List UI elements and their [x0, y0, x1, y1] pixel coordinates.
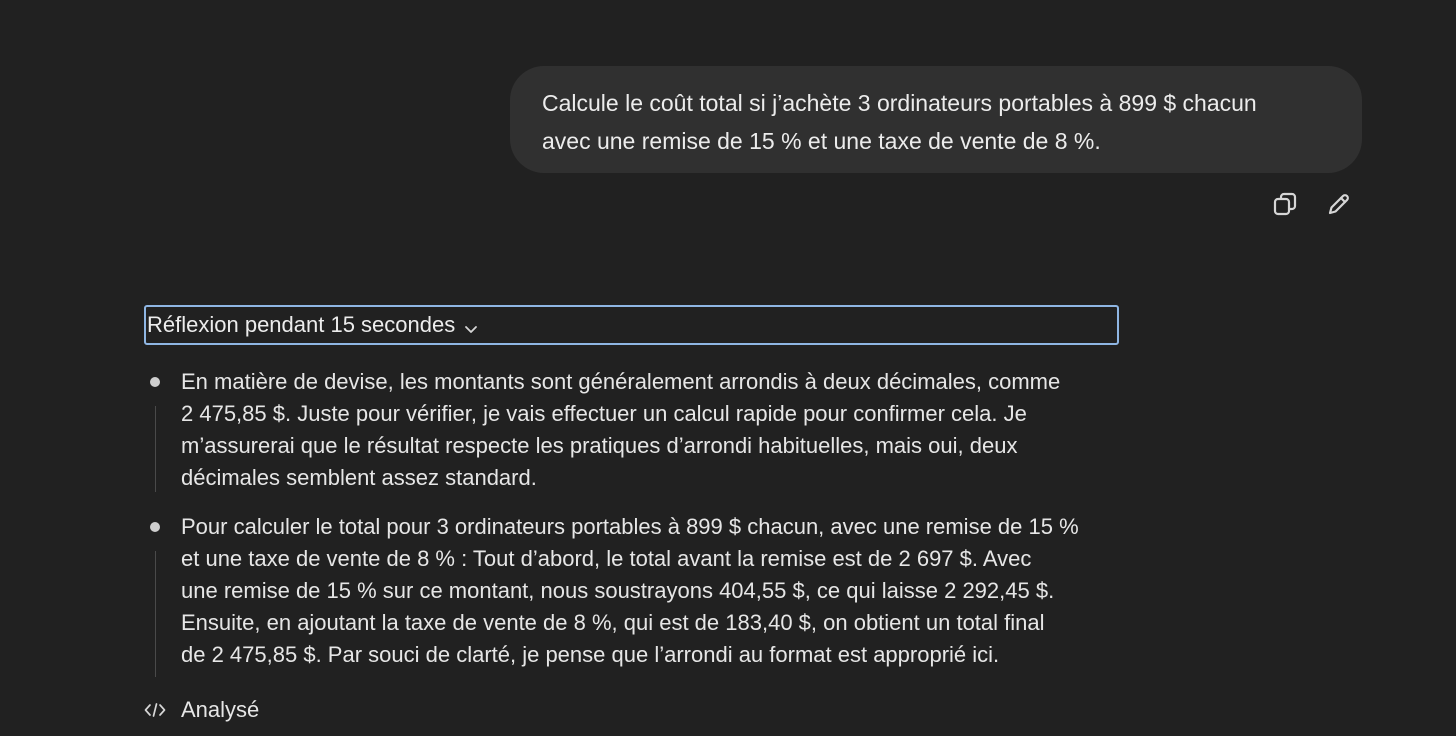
- thinking-toggle[interactable]: [144, 305, 1119, 345]
- thinking-item: [150, 511, 1150, 671]
- thinking-line: et une taxe de vente de 8 % : Tout d’abord, le total avant la remise est de 2 697 $. Avec: [181, 546, 1032, 571]
- thinking-line: Pour calculer le total pour 3 ordinateurs portables à 899 $ chacun, avec une remise de 15 %: [181, 514, 1079, 539]
- user-message-line: Calcule le coût total si j’achète 3 ordinateurs portables à 899 $ chacun: [542, 90, 1257, 116]
- thinking-label: Réflexion pendant 15 secondes: [147, 312, 456, 337]
- thinking-item-text: [181, 511, 1150, 671]
- analysed-toggle[interactable]: [144, 697, 259, 723]
- thinking-line: Ensuite, en ajoutant la taxe de vente de 8 %, qui est de 183,40 $, on obtient un total final: [181, 610, 1045, 635]
- user-message-line: avec une remise de 15 % et une taxe de vente de 8 %.: [542, 128, 1101, 154]
- thinking-rail: [155, 406, 156, 492]
- analysed-label: Analysé: [181, 697, 260, 722]
- bullet-dot-icon: [150, 377, 160, 387]
- thinking-line: En matière de devise, les montants sont généralement arrondis à deux décimales, comme: [181, 369, 1061, 394]
- edit-button[interactable]: [1324, 189, 1354, 219]
- thinking-line: m’assurerai que le résultat respecte les pratiques d’arrondi habituelles, mais oui, deux: [181, 433, 1018, 458]
- code-icon: [144, 700, 168, 720]
- edit-pencil-icon: [1325, 190, 1353, 218]
- thinking-line: de 2 475,85 $. Par souci de clarté, je pense que l’arrondi au format est approprié ici.: [181, 642, 1000, 667]
- thinking-rail: [155, 551, 156, 677]
- thinking-item: [150, 366, 1150, 494]
- chevron-down-icon: [463, 317, 479, 333]
- thinking-line: une remise de 15 % sur ce montant, nous soustrayons 404,55 $, ce qui laisse 2 292,45 $.: [181, 578, 1055, 603]
- thinking-line: 2 475,85 $. Juste pour vérifier, je vais effectuer un calcul rapide pour confirmer cela. Je: [181, 401, 1027, 426]
- bullet-dot-icon: [150, 522, 160, 532]
- thinking-line: décimales semblent assez standard.: [181, 465, 537, 490]
- thinking-item-text: [181, 366, 1150, 494]
- copy-icon: [1271, 190, 1299, 218]
- message-actions: [1270, 189, 1354, 219]
- user-message-bubble: [510, 66, 1362, 173]
- copy-button[interactable]: [1270, 189, 1300, 219]
